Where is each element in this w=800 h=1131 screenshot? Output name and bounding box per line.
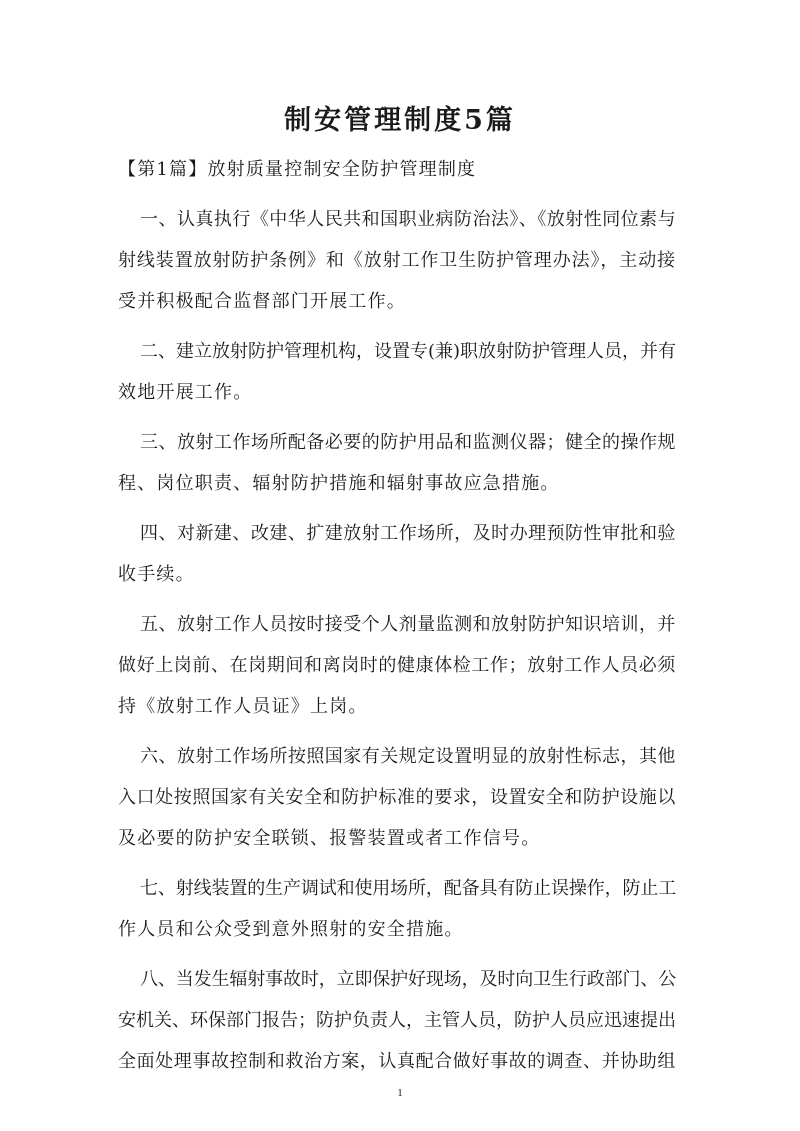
paragraph-line: 安机关、环保部门报告；防护负责人，主管人员，防护人员应迅速提出 <box>118 1010 676 1032</box>
paragraph-line: 及必要的防护安全联锁、报警装置或者工作信号。 <box>118 828 541 850</box>
paragraph-line: 持《放射工作人员证》上岗。 <box>118 696 368 718</box>
paragraph-line: 八、当发生辐射事故时，立即保护好现场，及时向卫生行政部门、公 <box>140 968 677 990</box>
paragraph-line: 四、对新建、改建、扩建放射工作场所，及时办理预防性审批和验 <box>140 522 676 544</box>
paragraph-line: 二、建立放射防护管理机构，设置专(兼)职放射防护管理人员，并有 <box>140 341 677 363</box>
paragraph-line: 入口处按照国家有关安全和防护标准的要求，设置安全和防护设施以 <box>118 787 676 809</box>
paragraph-line: 受并积极配合监督部门开展工作。 <box>118 291 406 313</box>
paragraph-line: 作人员和公众受到意外照射的安全措施。 <box>118 919 464 941</box>
paragraph-line: 三、放射工作场所配备必要的防护用品和监测仪器；健全的操作规 <box>140 432 676 453</box>
section-heading: 【第1篇】放射质量控制安全防护管理制度 <box>118 159 477 180</box>
paragraph-line: 做好上岗前、在岗期间和离岗时的健康体检工作；放射工作人员必须 <box>118 655 676 676</box>
paragraph-line: 程、岗位职责、辐射防护措施和辐射事故应急措施。 <box>118 473 560 495</box>
paragraph-line: 收手续。 <box>118 564 195 586</box>
paragraph-line: 射线装置放射防护条例》和《放射工作卫生防护管理办法》，主动接 <box>118 250 676 272</box>
paragraph-line: 效地开展工作。 <box>118 382 253 404</box>
paragraph-line: 一、认真执行《中华人民共和国职业病防治法》、《放射性同位素与 <box>140 209 677 230</box>
paragraph-line: 六、放射工作场所按照国家有关规定设置明显的放射性标志，其他 <box>140 745 676 767</box>
page-number: 1 <box>397 1087 403 1099</box>
paragraph-line: 全面处理事故控制和救治方案，认真配合做好事故的调查、并协助组 <box>118 1051 676 1073</box>
page-title: 制安管理制度5篇 <box>284 105 516 136</box>
paragraph-line: 七、射线装置的生产调试和使用场所，配备具有防止误操作，防止工 <box>140 878 677 899</box>
paragraph-line: 五、放射工作人员按时接受个人剂量监测和放射防护知识培训，并 <box>140 613 676 635</box>
